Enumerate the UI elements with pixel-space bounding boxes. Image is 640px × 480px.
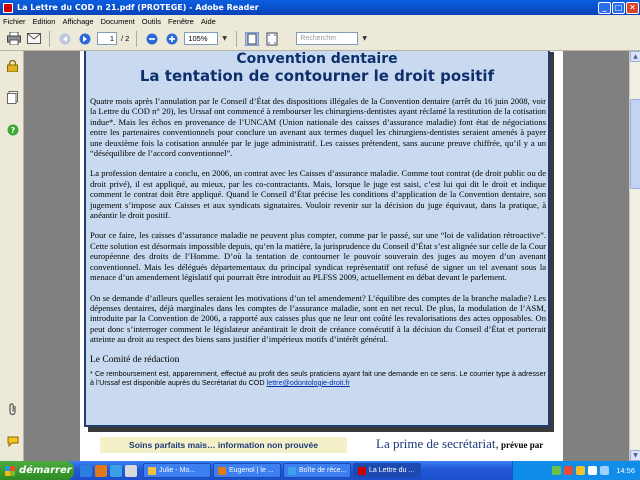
search-input[interactable]: Rechercher (296, 32, 358, 45)
article-paragraph: Pour ce faire, les caisses d’assurance maladie ne peuvent plus compter, comme par le passé, sur une “loi de validation rétroactive”. Cette solution est désormais impossible depuis, qu’en la matière, la jurisprudence du Conseil d’État s’est alignée sur celle de la Cour européenne des droits de l’Homme. D’où la tentation de contourner le pouvoir souverain des juges au moyen d’un avenant conventionnel. Mais les délégués départementaux du principal syndicat représentatif ont refusé de signer un tel avenant sous la menace d’un amendement législatif qui pourrait être introduit au PLFSS 2009, actuellement en débat devant le parlement. (90, 230, 546, 283)
article-paragraph: On se demande d’ailleurs quelles seraient les motivations d’un tel amendement? L’équilibre des comptes de la branche maladie? Les dépenses dentaires, déjà marginales dans les comptes de l’assurance maladie, sont en net recul. De plus, la modulation de l’ASM, introduite par la Convention de 2006, a rapporté aux caisses plus que ne leur ont coûté les revalorisations des actes opposables. On peut donc s’interroger comment le législateur anéantirait le droit de créance consécutif à la décision du Conseil d’État et porterait atteinte au droit au respect des biens sans justifier d’impérieux motifs d’intérêt général. (90, 292, 546, 345)
taskbar-item[interactable] (213, 463, 281, 478)
system-tray (512, 461, 640, 480)
article-paragraph: Quatre mois après l’annulation par le Conseil d’État des dispositions illégales de la Convention dentaire (arrêt du 16 juin 2008, voir la Lettre du COD n° 20), les Urssaf ont commencé à rembourser les chirurgiens-dentistes ayant réclamé la restitution de la cotisation indue*. Mais les échos en provenance de l’UNCAM (Union nationale des caisses d’assurance maladie) font état de négociations entre les partenaires conventionnels pour conclure un avenant aux termes duquel les chirurgiens-dentistes seraient amenés à payer une deuxième fois la cotisation annulée par le juge administratif. Les caisses prétendent, sans aucune preuve chiffrée, qu’il y a un “déséquilibre de l’accord conventionnel”. (90, 96, 546, 159)
window-app-icon (148, 467, 156, 475)
taskbar-item[interactable] (143, 463, 211, 478)
next-page-icon[interactable] (77, 31, 93, 47)
document-viewport[interactable] (25, 51, 629, 461)
article-title-line1: Convention dentaire (236, 51, 398, 67)
window-title: La Lettre du COD n 21.pdf (PROTEGE) - Adobe Reader (17, 3, 259, 12)
pdf-page (80, 51, 563, 461)
close-button[interactable]: ✕ (626, 2, 639, 14)
scrollbar-thumb[interactable] (630, 99, 640, 189)
menu-bar (0, 15, 640, 27)
search-dropdown-icon[interactable]: ▼ (362, 35, 367, 42)
window-titlebar[interactable] (0, 0, 640, 15)
start-button[interactable] (0, 461, 74, 480)
clock[interactable]: 14:56 (616, 466, 635, 475)
start-label: démarrer (19, 465, 72, 476)
zoom-in-icon[interactable] (164, 31, 180, 47)
maximize-button[interactable]: □ (612, 2, 625, 14)
pages-icon[interactable] (6, 91, 19, 104)
taskbar-item-label: Boîte de réce... (299, 467, 347, 474)
messenger-icon[interactable] (576, 466, 585, 475)
zoom-level-select[interactable]: 105% (184, 32, 218, 45)
menu-outils[interactable]: Outils (141, 16, 161, 26)
windows-taskbar (0, 461, 640, 480)
footnote-text: * Ce remboursement est, apparemment, effectué au profit des seuls praticiens ayant fait une demande en ce sens. Le courrier type à adresser à l’Urssaf est disponible auprès du Secrétariat du COD (90, 368, 546, 387)
article-title-line2: La tentation de contourner le droit positif (139, 67, 495, 85)
toolbar-separator (49, 31, 50, 47)
toolbar-separator (136, 31, 137, 47)
print-icon[interactable] (6, 31, 22, 47)
taskbar-item-label: La Lettre du ... (369, 467, 415, 474)
minimize-button[interactable]: _ (598, 2, 611, 14)
mail-icon (288, 467, 296, 475)
menu-fenetre[interactable]: Fenêtre (167, 16, 194, 26)
network-icon[interactable] (552, 466, 561, 475)
taskbar-item-active[interactable] (353, 463, 421, 478)
navigation-pane (0, 51, 24, 461)
svg-text:?: ? (10, 125, 15, 135)
page-total: / 2 (121, 34, 130, 43)
adobe-reader-icon (358, 467, 366, 475)
attachment-icon[interactable] (6, 403, 19, 416)
firefox-icon (218, 467, 226, 475)
vertical-scrollbar[interactable] (629, 51, 640, 461)
menu-fichier[interactable]: Fichier (3, 16, 26, 26)
article-box (84, 51, 550, 427)
email-icon[interactable] (26, 31, 42, 47)
zoom-out-icon[interactable] (144, 31, 160, 47)
page-number-input[interactable]: 1 (97, 32, 117, 45)
comment-icon[interactable] (6, 435, 19, 448)
volume-icon[interactable] (588, 466, 597, 475)
single-page-icon[interactable] (244, 31, 260, 47)
adobe-reader-icon (3, 3, 13, 13)
article-footnote (90, 369, 546, 387)
next-article-heading-right (376, 436, 543, 452)
scroll-up-icon[interactable]: ▲ (630, 51, 640, 62)
menu-affichage[interactable]: Affichage (62, 16, 94, 26)
zoom-dropdown-icon[interactable]: ▼ (222, 35, 227, 42)
antivirus-icon[interactable] (564, 466, 573, 475)
scroll-down-icon[interactable]: ▼ (630, 450, 640, 461)
next-article-subtitle: prévue par (498, 440, 544, 450)
help-icon[interactable] (6, 123, 19, 136)
mail-icon[interactable] (110, 465, 122, 477)
taskbar-item-label: Eugenol | le ... (229, 467, 274, 474)
menu-edition[interactable]: Edition (32, 16, 56, 26)
update-icon[interactable] (600, 466, 609, 475)
browser-icon[interactable] (80, 465, 92, 477)
article-body (90, 96, 546, 397)
menu-document[interactable]: Document (100, 16, 135, 26)
next-article-title: La prime de secrétariat, (376, 436, 499, 451)
windows-logo-icon (5, 466, 15, 476)
email-link[interactable]: lettre@odontologie-droit.fr (266, 377, 350, 387)
firefox-icon[interactable] (95, 465, 107, 477)
fit-page-icon[interactable] (264, 31, 280, 47)
quick-launch (80, 465, 137, 477)
article-signature: Le Comité de rédaction (90, 354, 180, 365)
previous-page-icon[interactable] (57, 31, 73, 47)
article-paragraph: La profession dentaire a conclu, en 2006, un contrat avec les Caisses d’assurance maladie. Comme tout contrat (de droit public ou de droit privé), il est appliqué, au mieux, par les co-contractants. Mais, lorsque le juge est saisi, c’est lui qui dit le droit et indique comment le contrat doit être appliqué. Quand le Conseil d’État précise les conditions d’application de la Convention dentaire, son jugement s’impose aux Caisses et aux syndicats signataires. Vouloir revenir sur la décision du juge équivaut, dans la pratique, à anéantir le droit positif. (90, 168, 546, 221)
toolbar-separator (236, 31, 237, 47)
lock-icon[interactable] (6, 59, 19, 72)
toolbar (0, 27, 640, 51)
desktop-icon[interactable] (125, 465, 137, 477)
menu-aide[interactable]: Aide (200, 16, 216, 26)
next-article-heading-left: Soins parfaits mais… information non prouvée (100, 437, 347, 453)
article-heading (86, 51, 548, 85)
taskbar-item[interactable] (283, 463, 351, 478)
taskbar-item-label: Julie - Mo... (159, 467, 196, 474)
